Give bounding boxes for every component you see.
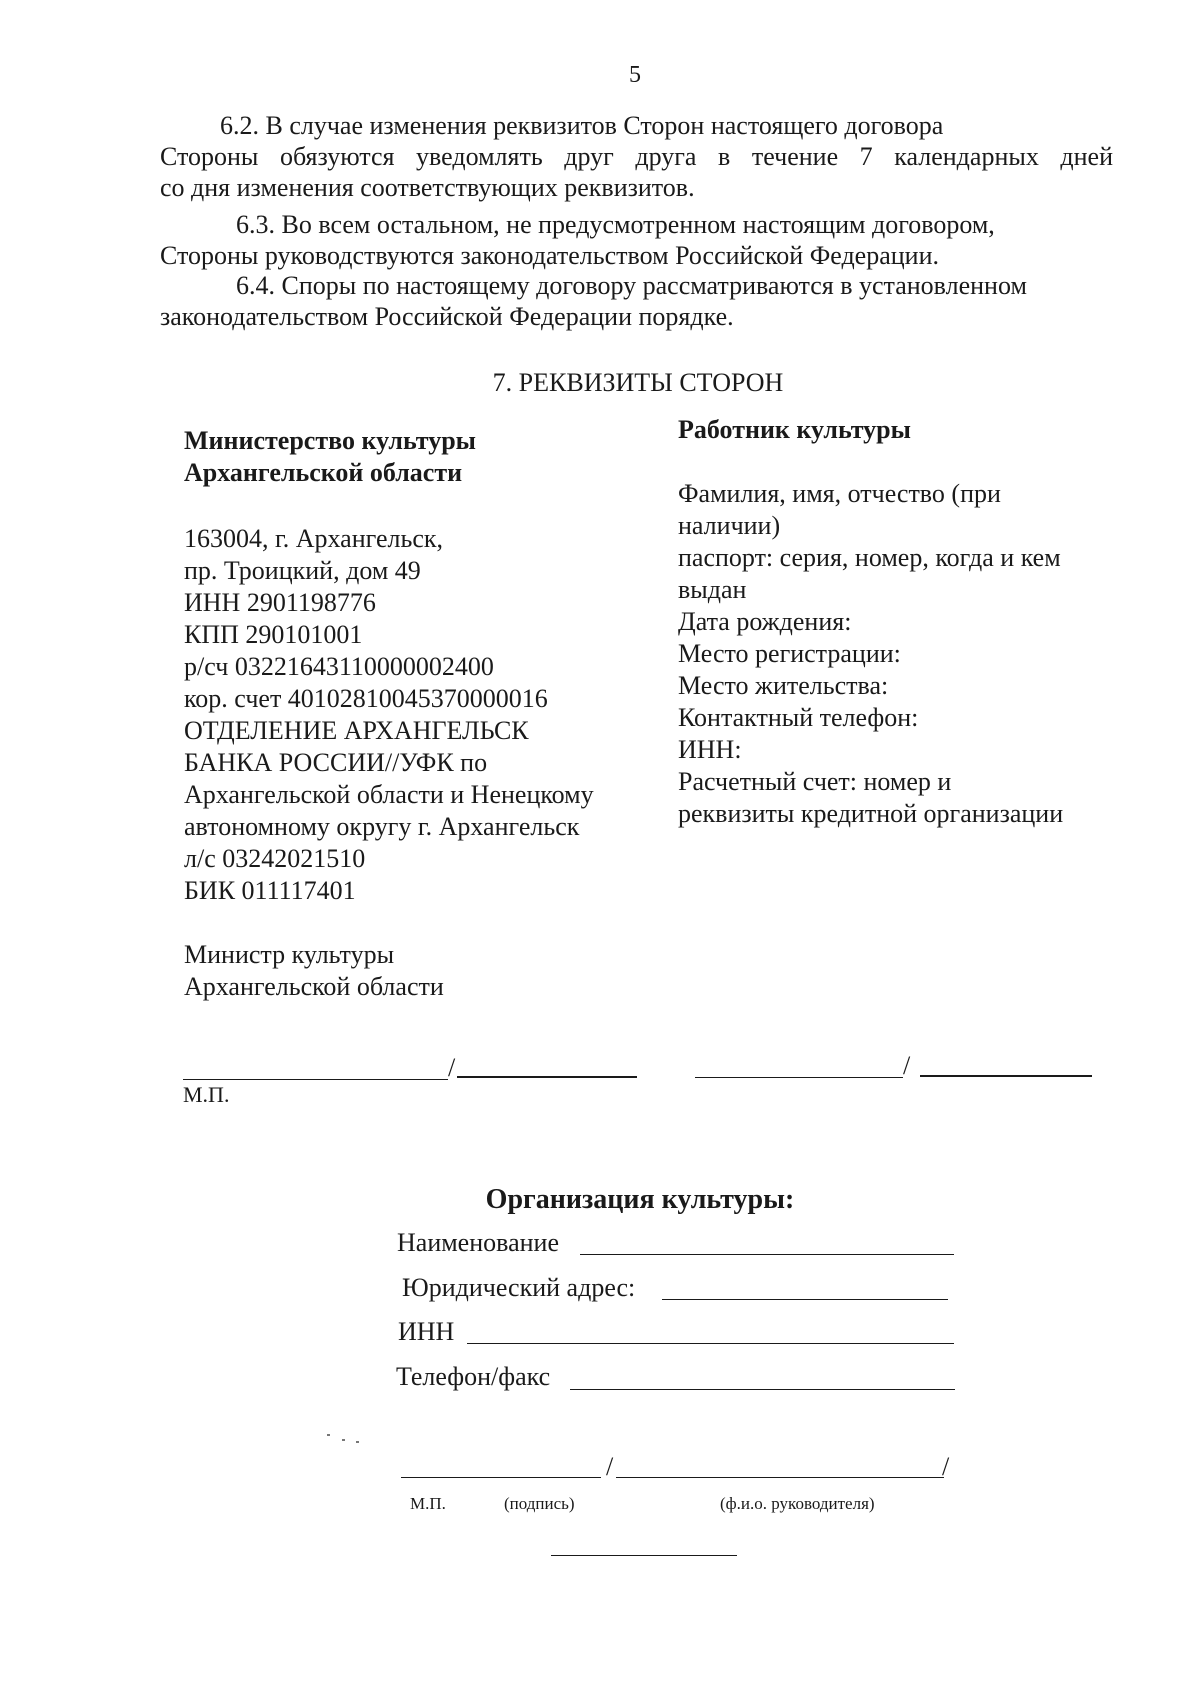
ministry-signature-line[interactable]: [183, 1079, 448, 1080]
worker-name-line[interactable]: [920, 1075, 1092, 1077]
worker-field: паспорт: серия, номер, когда и кем: [678, 543, 1061, 572]
worker-field: Фамилия, имя, отчество (при: [678, 479, 1001, 508]
section-title: 7. РЕКВИЗИТЫ СТОРОН: [492, 368, 784, 397]
ministry-detail: автономному округу г. Архангельск: [184, 812, 580, 841]
org-signature-slash: /: [606, 1452, 614, 1481]
worker-field: Расчетный счет: номер и: [678, 767, 952, 796]
paragraph-6-3: [160, 209, 1113, 271]
org-inn-field[interactable]: [467, 1343, 954, 1344]
ministry-detail: БАНКА РОССИИ//УФК по: [184, 748, 488, 777]
paragraph-6-4-line-1: 6.4. Споры по настоящему договору рассматриваются в установленном: [236, 271, 1027, 300]
worker-signature-slash: /: [903, 1051, 911, 1080]
org-name-field[interactable]: [580, 1254, 954, 1255]
org-signature-line[interactable]: [401, 1477, 601, 1478]
paragraph-6-3-line-2: Стороны руководствуются законодательством Российской Федерации.: [160, 241, 939, 270]
ministry-signer-line-1: Министр культуры: [184, 940, 395, 969]
organization-title: Организация культуры:: [485, 1184, 795, 1215]
ministry-stamp-label: М.П.: [183, 1082, 230, 1107]
worker-field: Место регистрации:: [678, 639, 901, 668]
scan-speck: [342, 1439, 345, 1441]
ministry-detail: кор. счет 40102810045370000016: [184, 684, 548, 713]
worker-field: ИНН:: [678, 735, 742, 764]
ministry-detail: ИНН 2901198776: [184, 588, 376, 617]
org-stamp-label: М.П.: [410, 1494, 446, 1513]
paragraph-6-4: [160, 270, 1113, 332]
scan-speck: [327, 1434, 330, 1436]
worker-requisites: [678, 414, 1128, 830]
paragraph-6-2-line-1: 6.2. В случае изменения реквизитов Сторон настоящего договора: [220, 111, 944, 140]
org-phone-label: Телефон/факс: [396, 1362, 551, 1391]
scan-speck: [356, 1441, 359, 1443]
ministry-detail: р/сч 03221643110000002400: [184, 652, 494, 681]
paragraph-6-2-line-2: Стороны обязуются уведомлять друг друга в течение 7 календарных дней: [160, 142, 1113, 171]
org-inn-label: ИНН: [398, 1317, 455, 1346]
paragraph-6-4-line-2: законодательством Российской Федерации порядке.: [160, 302, 734, 331]
page-number: 5: [629, 62, 641, 88]
org-head-name-caption: (ф.и.о. руководителя): [720, 1494, 875, 1513]
ministry-detail: пр. Троицкий, дом 49: [184, 556, 421, 585]
org-name-label: Наименование: [397, 1228, 559, 1257]
ministry-signer-line-2: Архангельской области: [184, 972, 444, 1001]
paragraph-6-2: [160, 110, 1113, 203]
ministry-signature-slash: /: [448, 1053, 456, 1082]
paragraph-6-3-line-1: 6.3. Во всем остальном, не предусмотренном настоящим договором,: [236, 210, 995, 239]
worker-field: Дата рождения:: [678, 607, 852, 636]
worker-title: Работник культуры: [678, 415, 911, 444]
ministry-detail: л/с 03242021510: [184, 844, 366, 873]
paragraph-6-2-line-3: со дня изменения соответствующих реквизитов.: [160, 173, 695, 202]
ministry-detail: ОТДЕЛЕНИЕ АРХАНГЕЛЬСК: [184, 716, 529, 745]
org-head-name-line[interactable]: [616, 1477, 944, 1478]
worker-field: наличии): [678, 511, 781, 540]
org-phone-field[interactable]: [570, 1389, 955, 1390]
worker-field: реквизиты кредитной организации: [678, 799, 1064, 828]
worker-field: Место жительства:: [678, 671, 889, 700]
ministry-detail: Архангельской области и Ненецкому: [184, 780, 594, 809]
org-address-label: Юридический адрес:: [402, 1273, 636, 1302]
ministry-name-line-2: Архангельской области: [184, 458, 463, 487]
worker-field: Контактный телефон:: [678, 703, 919, 732]
ministry-name-line[interactable]: [457, 1076, 637, 1078]
org-signature-end-slash: /: [942, 1452, 950, 1481]
org-address-field[interactable]: [662, 1299, 948, 1300]
ministry-name-line-1: Министерство культуры: [184, 426, 476, 455]
ministry-detail: БИК 011117401: [184, 876, 356, 905]
org-signature-caption: (подпись): [504, 1494, 575, 1513]
worker-signature-line[interactable]: [695, 1077, 903, 1078]
ministry-requisites: [184, 425, 654, 1003]
ministry-detail: КПП 290101001: [184, 620, 363, 649]
ministry-detail: 163004, г. Архангельск,: [184, 524, 443, 553]
worker-field: выдан: [678, 575, 747, 604]
bottom-rule: [551, 1555, 737, 1556]
